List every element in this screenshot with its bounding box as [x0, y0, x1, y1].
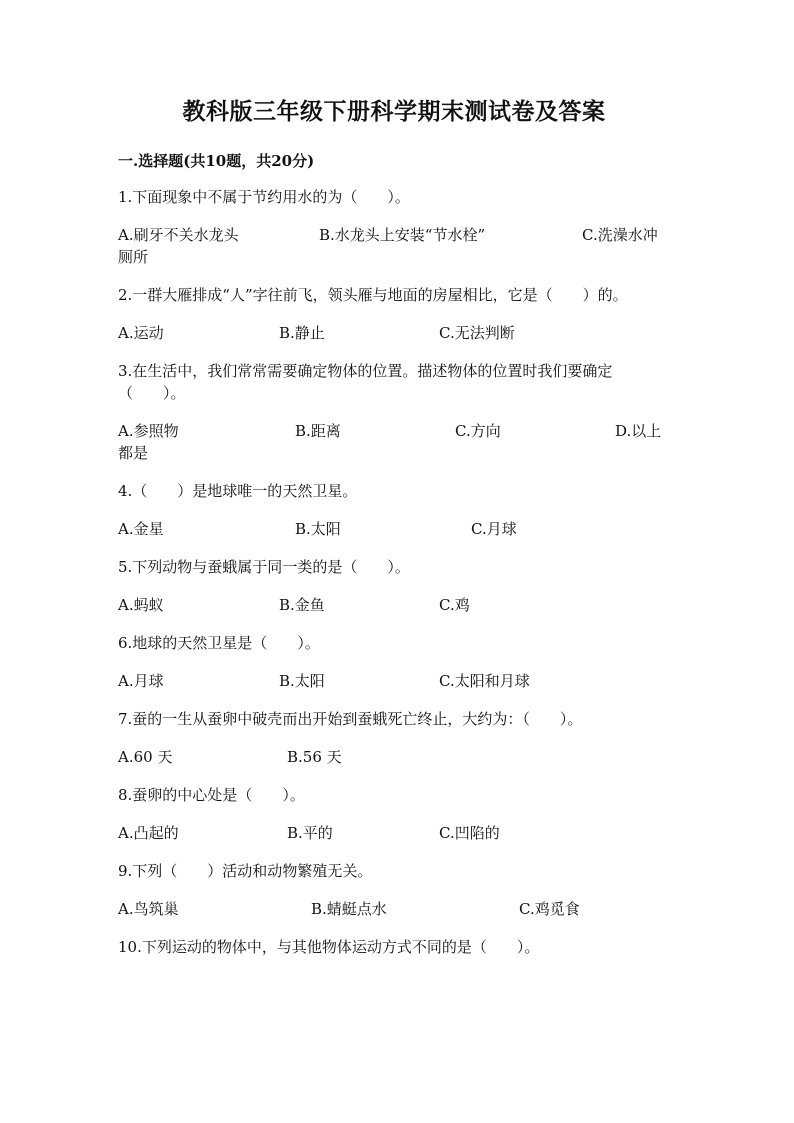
options-2 [118, 322, 670, 344]
section-heading: 一.选择题(共10题，共20分) [118, 152, 315, 170]
question-8: 8.蚕卵的中心处是（ ）。 [118, 786, 305, 804]
option-9c: C.鸡觅食 [519, 900, 580, 918]
options-7 [118, 746, 670, 768]
question-5: 5.下列动物与蚕蛾属于同一类的是（ ）。 [118, 558, 410, 576]
option-5c: C.鸡 [439, 596, 470, 614]
option-1a: A.刷牙不关水龙头 [118, 226, 239, 244]
question-9: 9.下列（ ）活动和动物繁殖无关。 [118, 862, 373, 880]
option-4a: A.金星 [118, 520, 164, 538]
option-3d: D.以上 [615, 422, 662, 440]
option-9b: B.蜻蜓点水 [311, 900, 387, 918]
option-7a: A.60 天 [118, 748, 173, 766]
option-2a: A.运动 [118, 324, 164, 342]
options-6 [118, 670, 670, 692]
options-1 [118, 224, 670, 268]
option-6c: C.太阳和月球 [439, 672, 530, 690]
options-3 [118, 420, 670, 464]
option-3a: A.参照物 [118, 422, 179, 440]
option-2b: B.静止 [279, 324, 325, 342]
option-2c: C.无法判断 [439, 324, 515, 342]
option-1-wrap: 厕所 [118, 248, 149, 266]
option-6a: A.月球 [118, 672, 164, 690]
question-10: 10.下列运动的物体中，与其他物体运动方式不同的是（ ）。 [118, 938, 540, 956]
option-5b: B.金鱼 [279, 596, 325, 614]
option-5a: A.蚂蚁 [118, 596, 164, 614]
options-4 [118, 518, 670, 540]
question-1: 1.下面现象中不属于节约用水的为（ ）。 [118, 188, 410, 206]
option-4b: B.太阳 [295, 520, 341, 538]
option-3c: C.方向 [455, 422, 501, 440]
question-3: 3.在生活中，我们常常需要确定物体的位置。描述物体的位置时我们要确定（ ）。 [118, 362, 613, 402]
option-8a: A.凸起的 [118, 824, 179, 842]
page-title: 教科版三年级下册科学期末测试卷及答案 [182, 98, 606, 125]
option-8b: B.平的 [287, 824, 333, 842]
option-1b: B.水龙头上安装“节水栓” [319, 226, 486, 244]
question-4: 4.（ ）是地球唯一的天然卫星。 [118, 482, 358, 500]
question-6: 6.地球的天然卫星是（ ）。 [118, 634, 320, 652]
option-9a: A.鸟筑巢 [118, 900, 179, 918]
question-7: 7.蚕的一生从蚕卵中破壳而出开始到蚕蛾死亡终止，大约为：（ ）。 [118, 710, 583, 728]
option-3b: B.距离 [295, 422, 341, 440]
option-7b: B.56 天 [287, 748, 342, 766]
option-6b: B.太阳 [279, 672, 325, 690]
question-2: 2.一群大雁排成“人”字往前飞，领头雁与地面的房屋相比，它是（ ）的。 [118, 286, 628, 304]
option-1c: C.洗澡水冲 [582, 226, 658, 244]
option-8c: C.凹陷的 [439, 824, 500, 842]
options-5 [118, 594, 670, 616]
options-9 [118, 898, 670, 920]
options-8 [118, 822, 670, 844]
option-3-wrap: 都是 [118, 444, 149, 462]
option-4c: C.月球 [471, 520, 517, 538]
